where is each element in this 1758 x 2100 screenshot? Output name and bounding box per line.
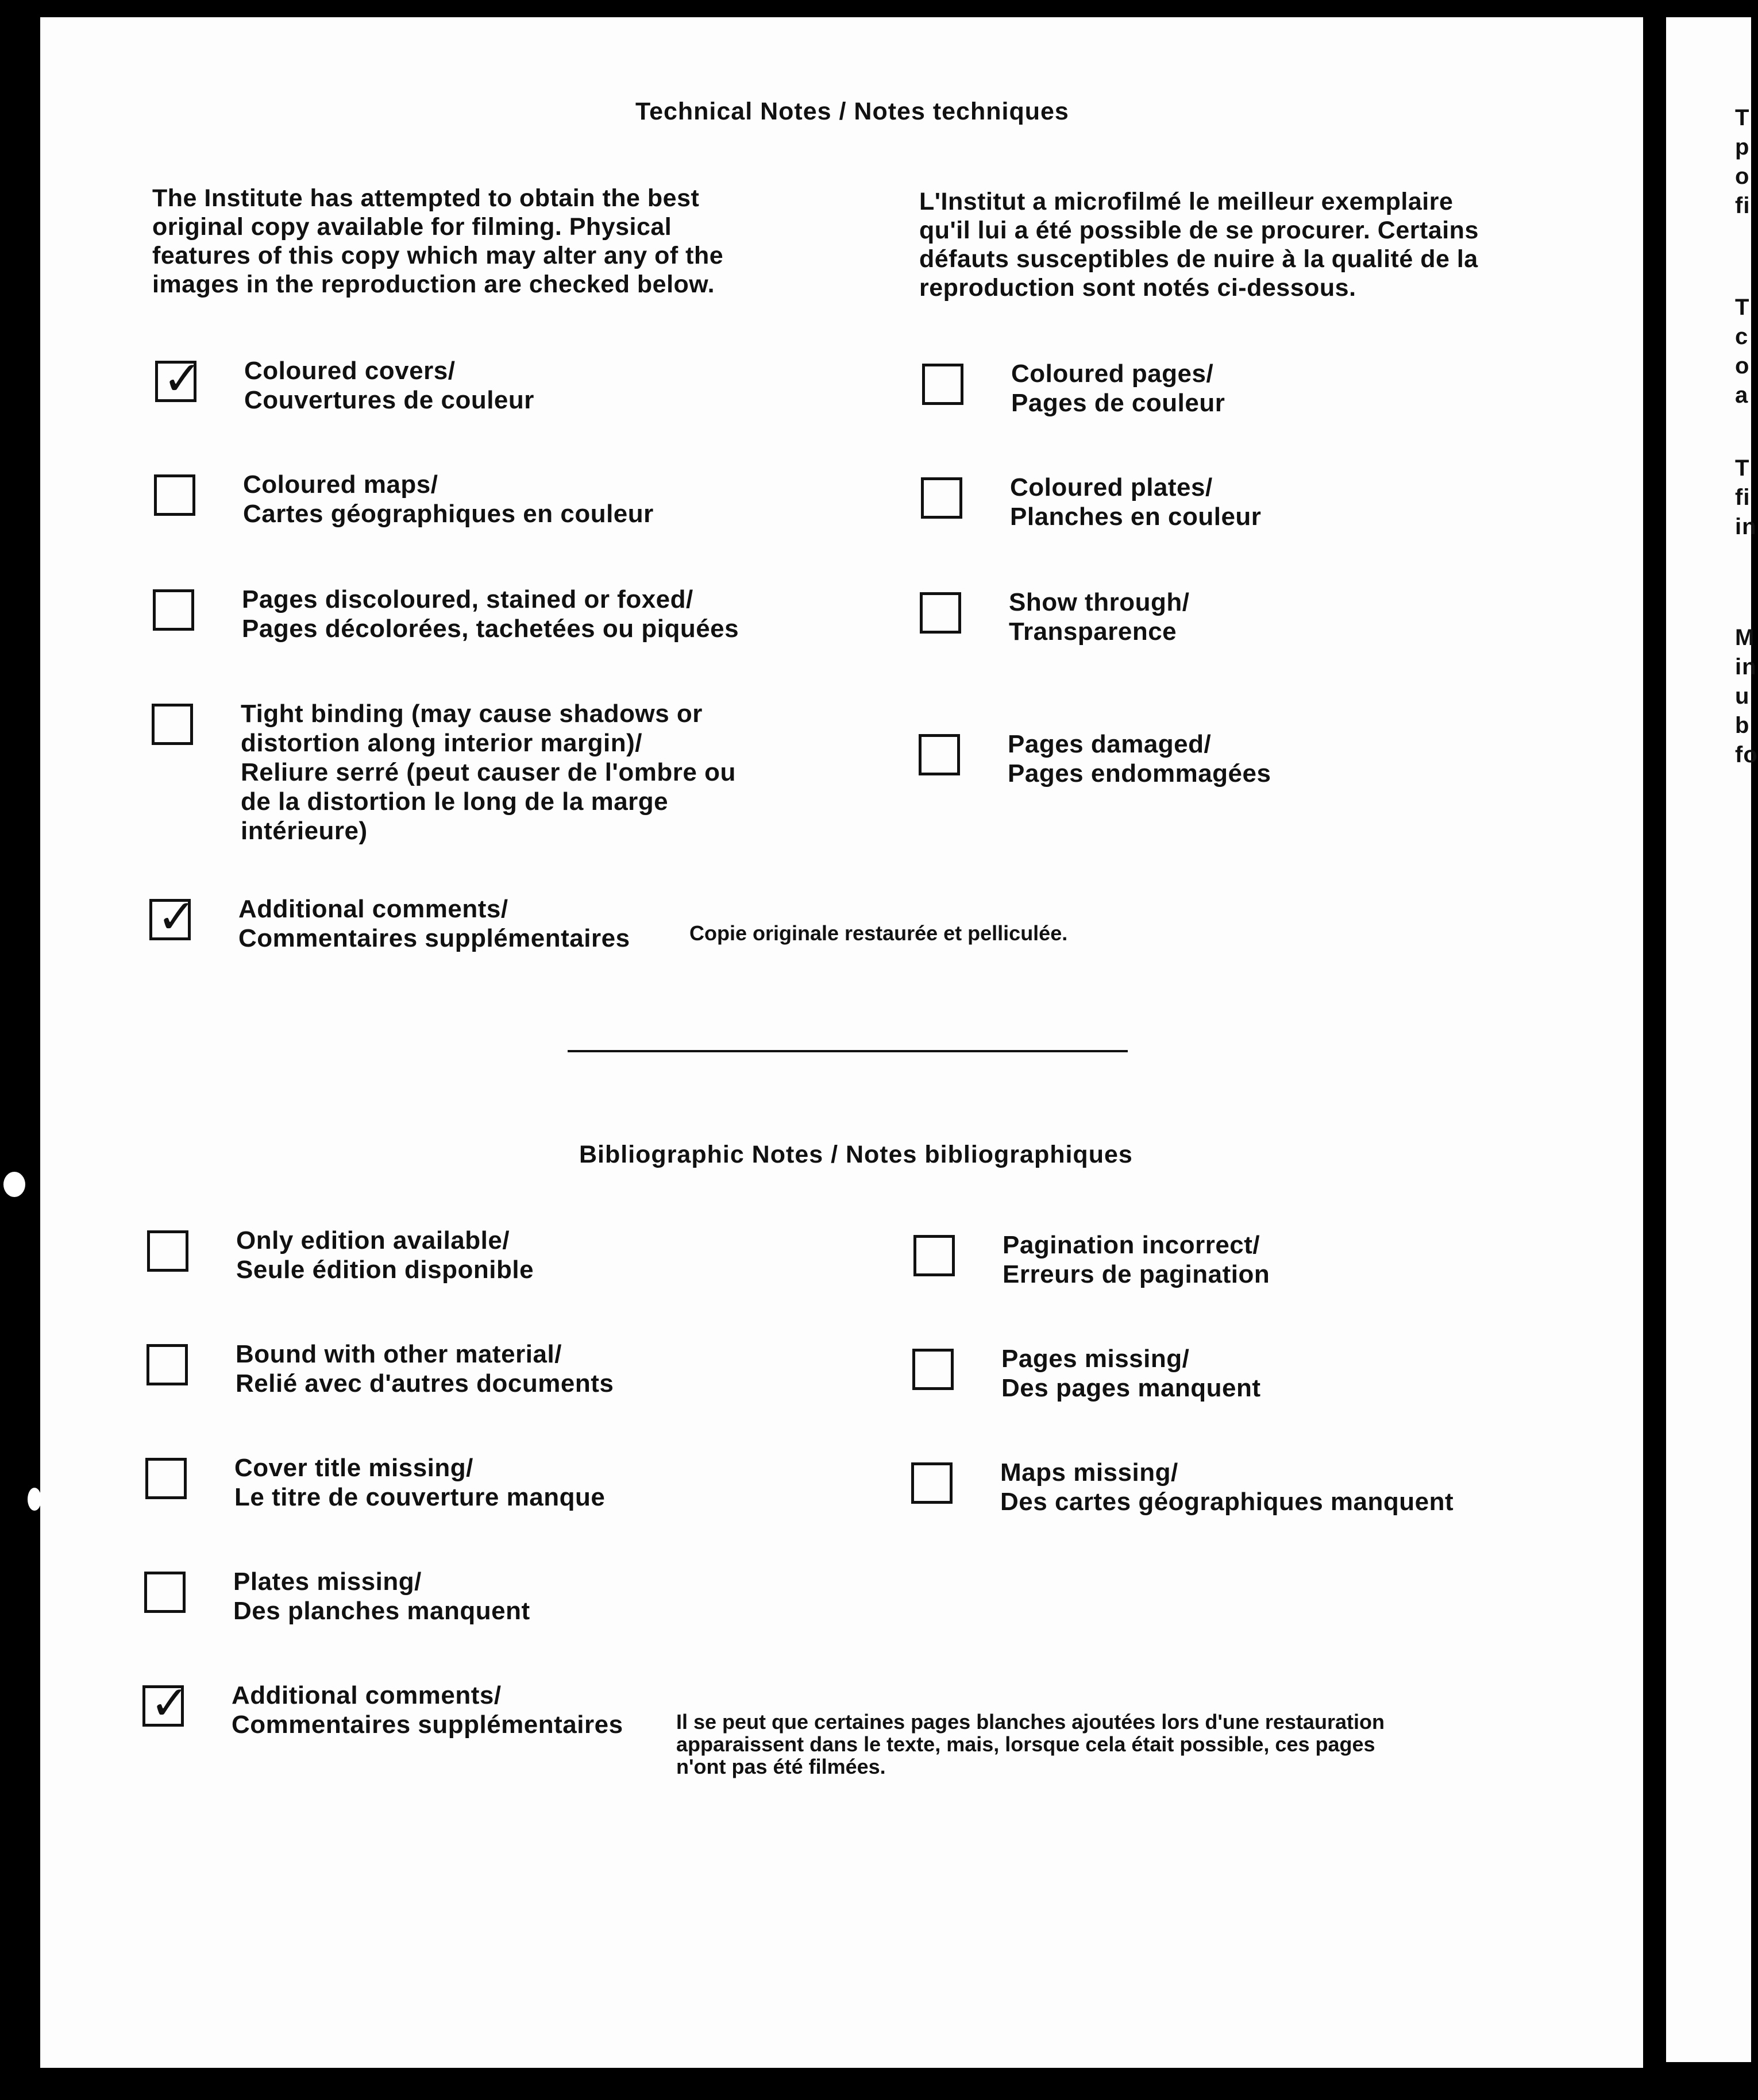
item-label: Pagination incorrect/ Erreurs de pagination bbox=[1003, 1231, 1270, 1288]
item-label: Show through/ Transparence bbox=[1009, 588, 1190, 646]
checkbox[interactable] bbox=[921, 477, 962, 519]
scan-speck bbox=[28, 1488, 41, 1511]
item-label: Coloured maps/ Cartes géographiques en couleur bbox=[243, 470, 654, 528]
adjacent-page-edge bbox=[1666, 17, 1758, 2062]
item-label: Coloured plates/ Planches en couleur bbox=[1010, 473, 1262, 531]
technical-comment-text: Copie originale restaurée et pelliculée. bbox=[689, 921, 1068, 945]
checkmark-icon: ✓ bbox=[163, 352, 202, 406]
section-divider bbox=[568, 1050, 1128, 1052]
item-label: Plates missing/ Des planches manquent bbox=[233, 1568, 530, 1625]
checkbox[interactable] bbox=[155, 352, 202, 406]
checkbox[interactable] bbox=[911, 1462, 953, 1504]
cropped-text-fragment: M in u b fo bbox=[1735, 625, 1758, 767]
checkbox[interactable] bbox=[147, 1230, 188, 1272]
checkmark-icon: ✓ bbox=[157, 890, 196, 944]
item-label: Maps missing/ Des cartes géographiques manquent bbox=[1000, 1458, 1454, 1516]
cropped-text-fragment: T fi in bbox=[1735, 455, 1757, 539]
document-page bbox=[40, 17, 1643, 2068]
checkmark-icon: ✓ bbox=[150, 1676, 190, 1731]
checkbox[interactable] bbox=[919, 734, 960, 775]
technical-notes-heading: Technical Notes / Notes techniques bbox=[635, 98, 1069, 125]
item-label: Bound with other material/ Relié avec d'autres documents bbox=[236, 1340, 614, 1398]
checkbox[interactable] bbox=[149, 890, 196, 944]
checkbox[interactable] bbox=[152, 704, 193, 745]
cropped-text-fragment: T p o fi bbox=[1735, 105, 1751, 218]
checkbox[interactable] bbox=[154, 474, 195, 516]
item-label: Pages missing/ Des pages manquent bbox=[1001, 1345, 1261, 1402]
technical-intro-french: L'Institut a microfilmé le meilleur exemplaire qu'il lui a été possible de se procurer. Certains défauts susceptibles de nuire à la qualité de la reproduction sont notés ci-dessous. bbox=[919, 188, 1479, 302]
checkbox[interactable] bbox=[913, 1235, 955, 1276]
checkbox[interactable] bbox=[920, 592, 961, 634]
item-label: Cover title missing/ Le titre de couverture manque bbox=[234, 1454, 606, 1511]
checkbox[interactable] bbox=[145, 1458, 187, 1499]
checkbox[interactable] bbox=[146, 1344, 188, 1385]
item-label: Pages damaged/ Pages endommagées bbox=[1008, 730, 1271, 788]
scan-speck bbox=[3, 1172, 25, 1197]
checkbox[interactable] bbox=[922, 364, 963, 405]
item-label: Coloured pages/ Pages de couleur bbox=[1011, 360, 1225, 417]
item-label: Only edition available/ Seule édition disponible bbox=[236, 1226, 534, 1284]
checkbox[interactable] bbox=[153, 589, 194, 631]
bibliographic-notes-heading: Bibliographic Notes / Notes bibliographiques bbox=[579, 1141, 1133, 1168]
item-label: Coloured covers/ Couvertures de couleur bbox=[244, 357, 534, 414]
checkbox[interactable] bbox=[144, 1572, 186, 1613]
item-label: Tight binding (may cause shadows or distortion along interior margin)/ Reliure serré (peut causer de l'ombre ou de la distortion le long de la marge intérieure) bbox=[241, 700, 736, 845]
item-label: Pages discoloured, stained or foxed/ Pages décolorées, tachetées ou piquées bbox=[242, 585, 739, 643]
bibliographic-comment-text: Il se peut que certaines pages blanches ajoutées lors d'une restauration apparaissent dans le texte, mais, lorsque cela était possible, ces pages n'ont pas été filmées. bbox=[676, 1710, 1385, 1778]
cropped-text-fragment: T c o a bbox=[1735, 295, 1750, 408]
checkbox[interactable] bbox=[142, 1676, 190, 1731]
checkbox[interactable] bbox=[912, 1349, 954, 1390]
item-label: Additional comments/ Commentaires supplémentaires bbox=[238, 895, 630, 952]
item-label: Additional comments/ Commentaires supplémentaires bbox=[232, 1681, 623, 1739]
technical-intro-english: The Institute has attempted to obtain the best original copy available for filming. Physical features of this copy which may alter any of the images in the reproduction are checked below. bbox=[152, 184, 724, 298]
